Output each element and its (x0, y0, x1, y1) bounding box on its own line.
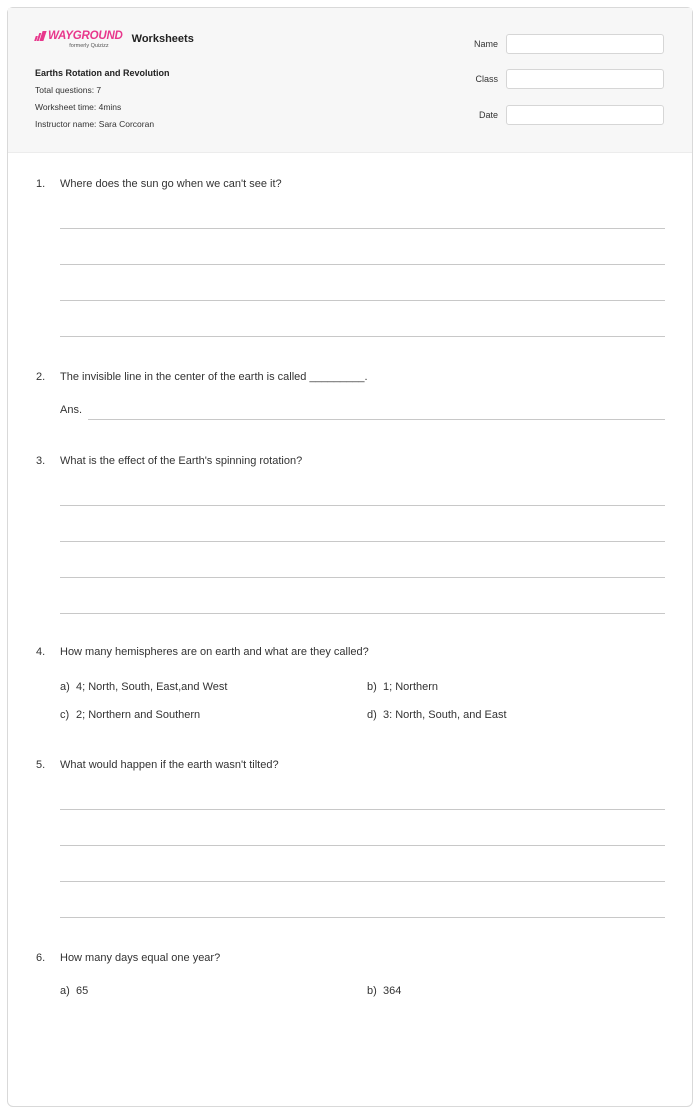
answer-line[interactable] (60, 809, 665, 810)
brand-title: Worksheets (131, 33, 194, 45)
answer-line[interactable] (88, 419, 665, 420)
option-d[interactable] (367, 709, 507, 721)
question-text: How many days equal one year? (60, 952, 221, 964)
answer-line[interactable] (60, 845, 665, 846)
wayground-logo (35, 30, 123, 49)
answer-line[interactable] (60, 613, 665, 614)
question-text: What would happen if the earth wasn't tilted? (60, 759, 279, 771)
class-label: Class (475, 74, 498, 84)
option-text: 2; Northern and Southern (76, 709, 201, 721)
option-letter: a) (60, 681, 70, 693)
option-c[interactable] (60, 709, 200, 721)
answer-line[interactable] (60, 505, 665, 506)
logo-text: WAYGROUND (48, 30, 123, 42)
option-letter: d) (367, 709, 377, 721)
question-number: 2. (36, 371, 46, 383)
option-text: 364 (383, 985, 402, 997)
answer-line[interactable] (60, 228, 665, 229)
option-text: 65 (76, 985, 89, 997)
option-b[interactable] (367, 985, 401, 997)
date-field-row (448, 105, 664, 125)
option-text: 4; North, South, East,and West (76, 681, 228, 693)
worksheet-meta (35, 68, 170, 130)
question-text: How many hemispheres are on earth and what are they called? (60, 646, 369, 658)
answer-label: Ans. (60, 404, 83, 416)
class-field-row (448, 69, 664, 89)
question-number: 4. (36, 646, 46, 658)
option-text: 1; Northern (383, 681, 439, 693)
answer-line[interactable] (60, 541, 665, 542)
worksheet-time: Worksheet time: 4mins (35, 102, 122, 112)
question-number: 5. (36, 759, 46, 771)
question-number: 6. (36, 952, 46, 964)
name-field-row (448, 34, 664, 54)
question-number: 3. (36, 455, 46, 467)
option-letter: c) (60, 709, 70, 721)
date-input[interactable] (506, 105, 664, 125)
answer-line[interactable] (60, 577, 665, 578)
date-label: Date (478, 110, 498, 120)
name-label: Name (473, 39, 498, 49)
option-letter: a) (60, 985, 70, 997)
class-input[interactable] (506, 69, 664, 89)
brand (35, 30, 194, 49)
option-letter: b) (367, 681, 377, 693)
logo-mark-icon (35, 31, 45, 41)
option-a[interactable] (60, 681, 227, 693)
answer-line[interactable] (60, 881, 665, 882)
option-a[interactable] (60, 985, 88, 997)
option-letter: b) (367, 985, 377, 997)
question-text: The invisible line in the center of the earth is called _________. (60, 371, 368, 383)
option-text: 3: North, South, and East (383, 709, 507, 721)
answer-line[interactable] (60, 917, 665, 918)
total-questions: Total questions: 7 (35, 85, 102, 95)
question-text: What is the effect of the Earth's spinning rotation? (60, 455, 303, 467)
instructor-name: Instructor name: Sara Corcoran (35, 119, 155, 129)
question-number: 1. (36, 178, 46, 190)
question-text: Where does the sun go when we can't see it? (60, 178, 282, 190)
answer-line[interactable] (60, 300, 665, 301)
worksheet-header (8, 8, 692, 153)
option-b[interactable] (367, 681, 438, 693)
worksheet-card (7, 7, 693, 1107)
answer-line[interactable] (60, 264, 665, 265)
name-input[interactable] (506, 34, 664, 54)
logo-subtext: formerly Quizizz (69, 43, 109, 49)
worksheet-title: Earths Rotation and Revolution (35, 68, 170, 78)
answer-line[interactable] (60, 336, 665, 337)
